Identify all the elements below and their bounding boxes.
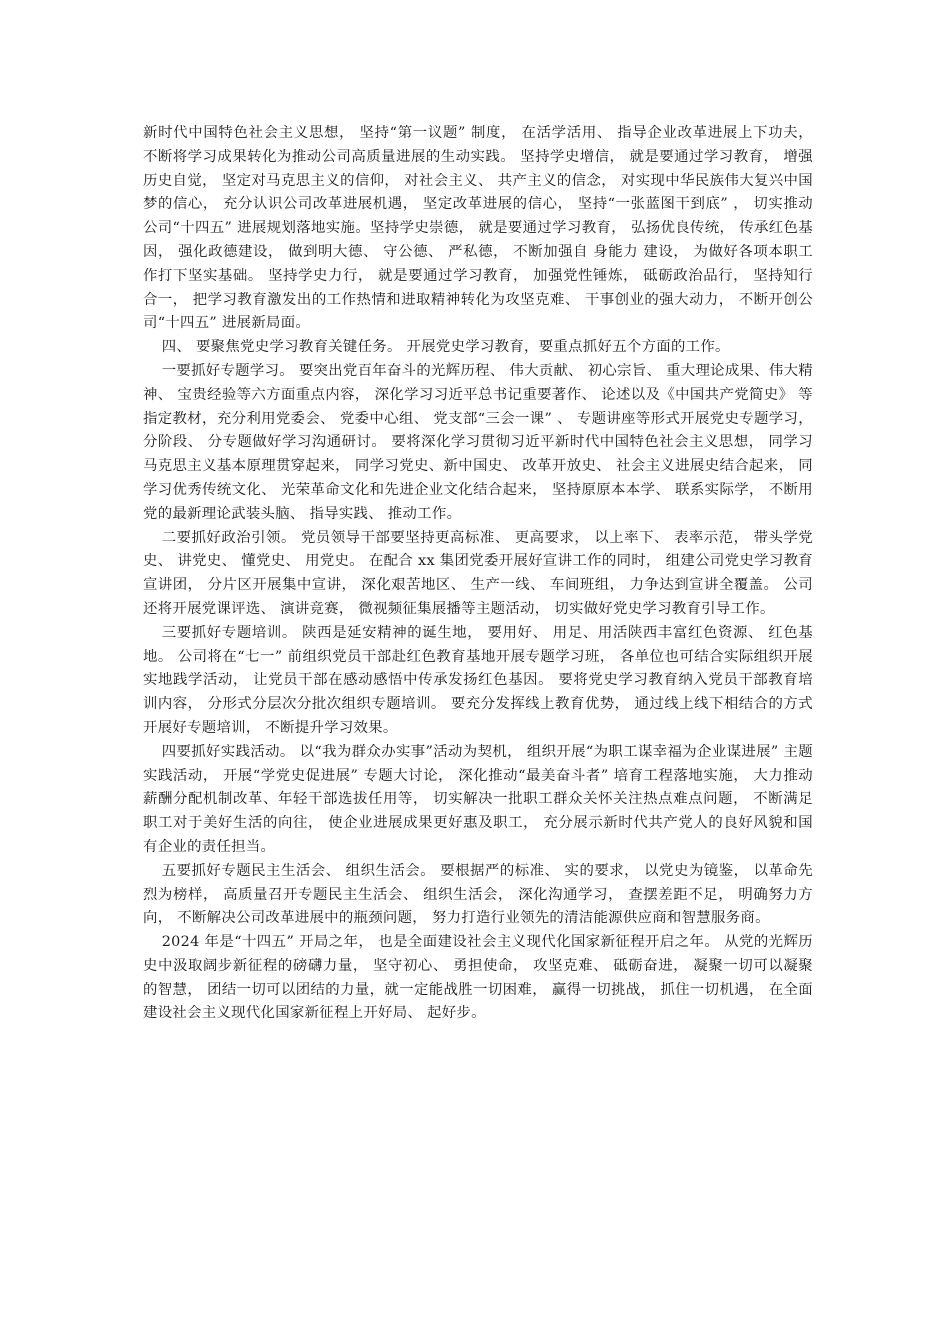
paragraph-4: 二要抓好政治引领。 党员领导干部要坚持更高标准、 更高要求， 以上率下、 表率示范， 带头学党史、 讲党史、 懂党史、 用党史。 在配合 xx 集团党委开展好宣讲工作的同时， 组建公司党史学习教育宣讲团， 分片区开展集中宣讲， 深化艰苦地区、 生产一线、 车间班组， 力争达到宣讲全覆盖。 公司还将开展党课评选、 演讲竞赛， 微视频征集展播等主题活动， 切实做好党史学习教育引导工作。: [143, 529, 813, 617]
paragraph-1: 新时代中国特色社会主义思想， 坚持“第一议题” 制度， 在活学活用、 指导企业改革进展上下功夫， 不断将学习成果转化为推动公司高质量进展的生动实践。 坚持学史增信， 就是要通过学习教育， 增强历史自觉， 坚定对马克思主义的信仰， 对社会主义、 共产主义的信念， 对实现中华民族伟大复兴中国梦的信心， 充分认识公司改革进展机遇， 坚定改革进展的信心， 坚持“一张蓝图干到底” ， 切实推动公司“十四五” 进展规划落地实施。坚持学史崇德， 就是要通过学习教育， 弘扬优良传统， 传承红色基因， 强化政德建设， 做到明大德、 守公德、 严私德， 不断加强自 身能力 建设， 为做好各项本职工作打下坚实基础。 坚持学史力行， 就是要通过学习教育， 加强党性锤炼， 砥砺政治品行， 坚持知行合一， 把学习教育激发出的工作热情和进取精神转化为攻坚克难、 干事创业的强大动力， 不断开创公司“十四五” 进展新局面。: [143, 125, 813, 332]
paragraph-6: 四要抓好实践活动。 以“我为群众办实事”活动为契机， 组织开展“为职工谋幸福为企业谋进展” 主题实践活动， 开展“学党史促进展” 专题大讨论， 深化推动“最美奋斗者” 培育工程落地实施， 大力推动薪酬分配机制改革、年轻干部选拔任用等， 切实解决一批职工群众关怀关注热点难点问题， 不断满足职工对于美好生活的向往， 使企业进展成果更好惠及职工， 充分展示新时代共产党人的良好风貌和国有企业的责任担当。: [143, 743, 813, 855]
paragraph-3: 一要抓好专题学习。 要突出党百年奋斗的光辉历程、 伟大贡献、 初心宗旨、 重大理论成果、伟大精神、 宝贵经验等六方面重点内容， 深化学习习近平总书记重要著作、 论述以及《中国共产党简史》 等指定教材，充分利用党委会、 党委中心组、 党支部“三会一课” 、 专题讲座等形式开展党史专题学习， 分阶段、 分专题做好学习沟通研讨。 要将深化学习贯彻习近平新时代中国特色社会主义思想， 同学习马克思主义基本原理贯穿起来， 同学习党史、新中国史、 改革开放史、 社会主义进展史结合起来， 同学习优秀传统文化、 光荣革命文化和先进企业文化结合起来， 坚持原原本本学、 联系实际学， 不断用党的最新理论武装头脑、 指导实践、 推动工作。: [143, 362, 813, 522]
paragraph-5: 三要抓好专题培训。 陕西是延安精神的诞生地， 要用好、 用足、用活陕西丰富红色资源、 红色基地。 公司将在“七一” 前组织党员干部赴红色教育基地开展专题学习班， 各单位也可结合实际组织开展实地践学活动， 让党员干部在感动感悟中传承发扬红色基因。 要将党史学习教育纳入党员干部教育培训内容， 分形式分层次分批次组织专题培训。 要充分发挥线上教育优势， 通过线上线下相结合的方式开展好专题培训， 不断提升学习效果。: [143, 624, 813, 736]
paragraph-8: 2024 年是“十四五” 开局之年， 也是全面建设社会主义现代化国家新征程开启之年。 从党的光辉历史中汲取阔步新征程的磅礴力量， 坚守初心、 勇担使命， 攻坚克难、 砥砺奋进， 凝聚一切可以凝聚的智慧， 团结一切可以团结的力量，就一定能战胜一切困难， 赢得一切挑战， 抓住一切机遇， 在全面建设社会主义现代化国家新征程上开好局、 起好步。: [143, 934, 813, 1022]
paragraph-2: 四、 要聚焦党史学习教育关键任务。 开展党史学习教育，要重点抓好五个方面的工作。: [161, 339, 730, 356]
paragraph-7: 五要抓好专题民主生活会、 组织生活会。 要根据严的标准、 实的要求， 以党史为镜鉴， 以革命先烈为榜样， 高质量召开专题民主生活会、 组织生活会， 深化沟通学习， 查摆差距不足， 明确努力方向， 不断解决公司改革进展中的瓶颈问题， 努力打造行业领先的清洁能源供应商和智慧服务商。: [143, 862, 813, 927]
document-body: [143, 122, 813, 1026]
